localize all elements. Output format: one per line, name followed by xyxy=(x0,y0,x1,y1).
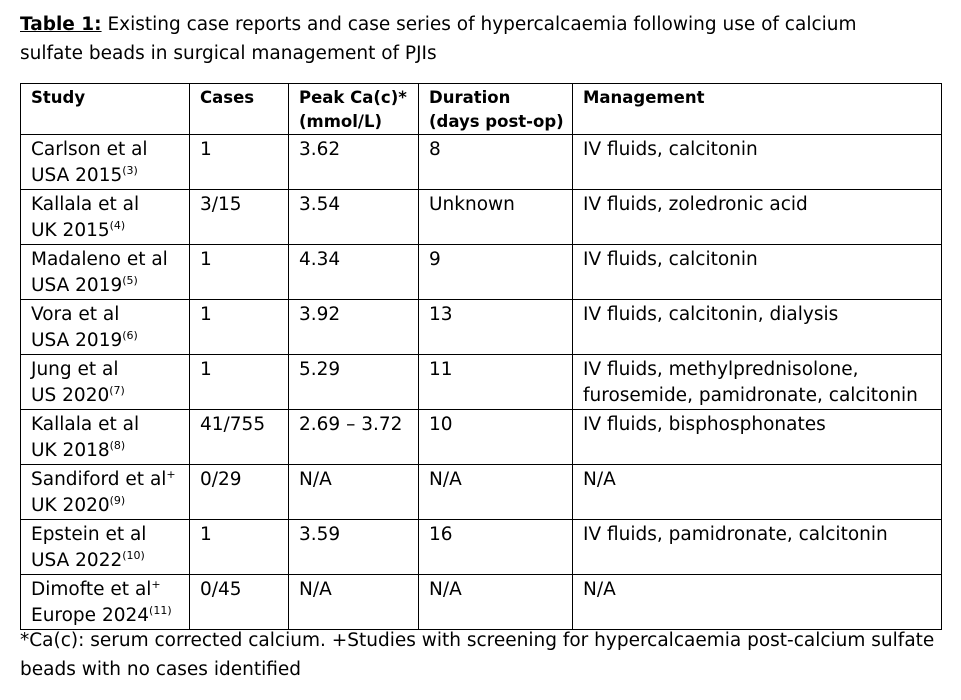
cell-cases: 1 xyxy=(190,520,289,575)
study-authors: Epstein et al xyxy=(31,524,147,545)
study-authors: Jung et al xyxy=(31,359,119,380)
header-study: Study xyxy=(21,84,190,135)
table-row xyxy=(21,520,942,575)
study-location-year: US 2020$^{(7)}$ xyxy=(31,383,125,406)
cell-management: N/A xyxy=(573,465,942,520)
reference-number: (9) xyxy=(109,493,126,507)
caption-label: Table 1: xyxy=(20,14,102,35)
header-peak-ca: Peak Ca(c)* (mmol/L) xyxy=(289,84,419,135)
cell-cases: 3/15 xyxy=(190,190,289,245)
study-location-year: USA 2019$^{(6)}$ xyxy=(31,328,138,351)
cell-peak-ca: 3.54 xyxy=(289,190,419,245)
header-cases: Cases xyxy=(190,84,289,135)
cell-duration: 16 xyxy=(419,520,573,575)
cell-duration: 11 xyxy=(419,355,573,410)
study-location-year: UK 2020$^{(9)}$ xyxy=(31,493,126,516)
reference-number: (11) xyxy=(149,603,172,617)
table-row xyxy=(21,355,942,410)
study-location-year: Europe 2024$^{(11)}$ xyxy=(31,603,172,626)
table-footnote: *Ca(c): serum corrected calcium. +Studies with screening for hypercalcaemia post-calcium sulfate beads with no cases identified xyxy=(20,630,935,680)
table-row xyxy=(21,465,942,520)
caption-text: Existing case reports and case series of hypercalcaemia following use of calcium sulfate beads in surgical management of PJIs xyxy=(20,14,857,64)
cell-study xyxy=(21,245,190,300)
table-row xyxy=(21,300,942,355)
screening-marker: + xyxy=(151,577,161,591)
study-location-year: UK 2018$^{(8)}$ xyxy=(31,438,126,461)
cell-management: IV fluids, calcitonin, dialysis xyxy=(573,300,942,355)
table-row xyxy=(21,410,942,465)
study-authors: Sandiford et al xyxy=(31,469,167,490)
study-authors: Kallala et al xyxy=(31,194,140,215)
cell-cases: 41/755 xyxy=(190,410,289,465)
table-row xyxy=(21,135,942,190)
screening-marker: + xyxy=(166,467,176,481)
study-location-year: UK 2015$^{(4)}$ xyxy=(31,218,126,241)
cell-management: IV fluids, zoledronic acid xyxy=(573,190,942,245)
cell-study xyxy=(21,520,190,575)
cell-management: N/A xyxy=(573,575,942,630)
cell-duration: Unknown xyxy=(419,190,573,245)
header-management: Management xyxy=(573,84,942,135)
cell-management: IV fluids, calcitonin xyxy=(573,245,942,300)
cell-cases: 1 xyxy=(190,355,289,410)
cell-peak-ca: 4.34 xyxy=(289,245,419,300)
cell-management: IV fluids, bisphosphonates xyxy=(573,410,942,465)
study-authors-line xyxy=(31,467,189,493)
cell-peak-ca: 5.29 xyxy=(289,355,419,410)
study-authors: Kallala et al xyxy=(31,414,140,435)
cell-management: IV fluids, pamidronate, calcitonin xyxy=(573,520,942,575)
reference-number: (8) xyxy=(109,438,126,452)
cell-duration: 13 xyxy=(419,300,573,355)
table-row xyxy=(21,575,942,630)
reference-number: (10) xyxy=(122,548,145,562)
cell-cases: 1 xyxy=(190,135,289,190)
reference-number: (5) xyxy=(122,273,138,287)
study-authors: Vora et al xyxy=(31,304,120,325)
table-caption xyxy=(20,10,920,68)
cell-peak-ca: N/A xyxy=(289,465,419,520)
cell-peak-ca: N/A xyxy=(289,575,419,630)
cell-peak-ca: 2.69 – 3.72 xyxy=(289,410,419,465)
study-location-year: USA 2019$^{(5)}$ xyxy=(31,273,138,296)
cell-study xyxy=(21,300,190,355)
table-row xyxy=(21,245,942,300)
cell-management: IV fluids, calcitonin xyxy=(573,135,942,190)
cell-duration: 8 xyxy=(419,135,573,190)
study-location-year: USA 2022$^{(10)}$ xyxy=(31,548,145,571)
cell-management: IV fluids, methylprednisolone, furosemide, pamidronate, calcitonin xyxy=(573,355,942,410)
cell-study xyxy=(21,135,190,190)
cell-duration: 9 xyxy=(419,245,573,300)
cell-study xyxy=(21,575,190,630)
study-authors: Dimofte et al xyxy=(31,579,152,600)
study-authors-line xyxy=(31,577,189,603)
cell-cases: 1 xyxy=(190,300,289,355)
cell-cases: 1 xyxy=(190,245,289,300)
study-authors: Madaleno et al xyxy=(31,249,168,270)
cell-peak-ca: 3.92 xyxy=(289,300,419,355)
cell-study xyxy=(21,465,190,520)
cell-duration: N/A xyxy=(419,465,573,520)
cell-peak-ca: 3.59 xyxy=(289,520,419,575)
header-duration: Duration (days post-op) xyxy=(419,84,573,135)
cell-cases: 0/45 xyxy=(190,575,289,630)
case-reports-table xyxy=(20,83,942,630)
cell-duration: 10 xyxy=(419,410,573,465)
study-location-year: USA 2015$^{(3)}$ xyxy=(31,163,138,186)
reference-number: (6) xyxy=(122,328,138,342)
table-row xyxy=(21,190,942,245)
reference-number: (4) xyxy=(109,218,126,232)
reference-number: (7) xyxy=(109,383,125,397)
cell-peak-ca: 3.62 xyxy=(289,135,419,190)
cell-study xyxy=(21,190,190,245)
cell-duration: N/A xyxy=(419,575,573,630)
reference-number: (3) xyxy=(122,163,138,177)
cell-cases: 0/29 xyxy=(190,465,289,520)
cell-study xyxy=(21,355,190,410)
cell-study xyxy=(21,410,190,465)
study-authors: Carlson et al xyxy=(31,139,148,160)
header-row xyxy=(21,84,942,135)
